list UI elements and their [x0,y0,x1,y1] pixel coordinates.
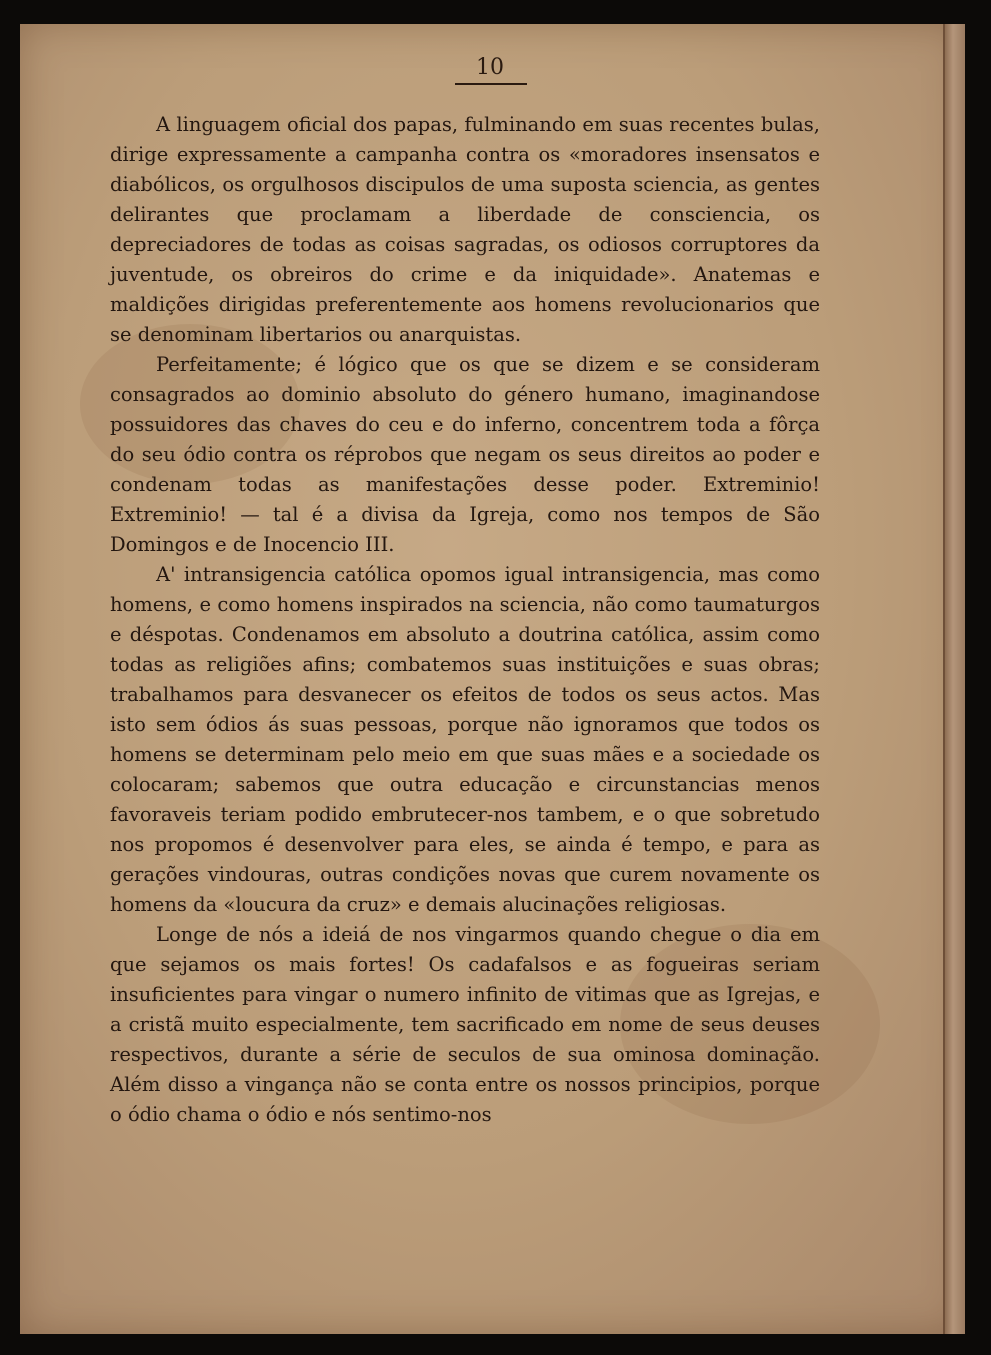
paragraph: A linguagem oficial dos papas, fulminando em suas recentes bulas, dirige expressamente a campanha contra os «moradores insensatos e diabólicos, os orgulhosos discipulos de uma suposta sciencia, as gentes delirantes que proclamam a liberdade de consciencia, os depreciadores de todas as coisas sagradas, os odiosos corruptores da juventude, os obreiros do crime e da iniquidade». Anatemas e maldições dirigidas preferentemente aos homens revolucionarios que se denominam libertarios ou anarquistas. [110,113,820,346]
paragraph: A' intransigencia católica opomos igual intransigencia, mas como homens, e como homens inspirados na sciencia, não como taumaturgos e déspotas. Condenamos em absoluto a doutrina católica, assim como todas as religiões afins; combatemos suas instituições e suas obras; trabalhamos para desvanecer os efeitos de todos os seus actos. Mas isto sem ódios ás suas pessoas, porque não ignoramos que todos os homens se determinam pelo meio em que suas mães e a sociedade os colocaram; sabemos que outra educação e circunstancias menos favoraveis teriam podido embrutecer-nos tambem, e o que sobretudo nos propomos é desenvolver para eles, se ainda é tempo, e para as gerações vindouras, outras condições novas que curem novamente os homens da «loucura da cruz» e demais alucinações religiosas. [110,563,820,916]
page-number-rule [455,83,527,85]
book-spine [945,24,965,1334]
page-number: 10 [476,55,504,80]
paragraph: Perfeitamente; é lógico que os que se dizem e se consideram consagrados ao dominio absoluto do género humano, imaginandose possuidores das chaves do ceu e do inferno, concentrem toda a fôrça do seu ódio contra os réprobos que negam os seus direitos ao poder e condenam todas as manifestações desse poder. Extreminio! Extreminio! — tal é a divisa da Igreja, como nos tempos de São Domingos e de Inocencio III. [110,353,820,556]
body-text [110,110,820,1130]
paragraph: Longe de nós a ideiá de nos vingarmos quando chegue o dia em que sejamos os mais fortes! Os cadafalsos e as fogueiras seriam insuficientes para vingar o numero infinito de vitimas que as Igrejas, e a cristã muito especialmente, tem sacrificado em nome de seus deuses respectivos, durante a série de seculos de sua ominosa dominação. Além disso a vingança não se conta entre os nossos principios, porque o ódio chama o ódio e nós sentimo-nos [110,923,820,1126]
